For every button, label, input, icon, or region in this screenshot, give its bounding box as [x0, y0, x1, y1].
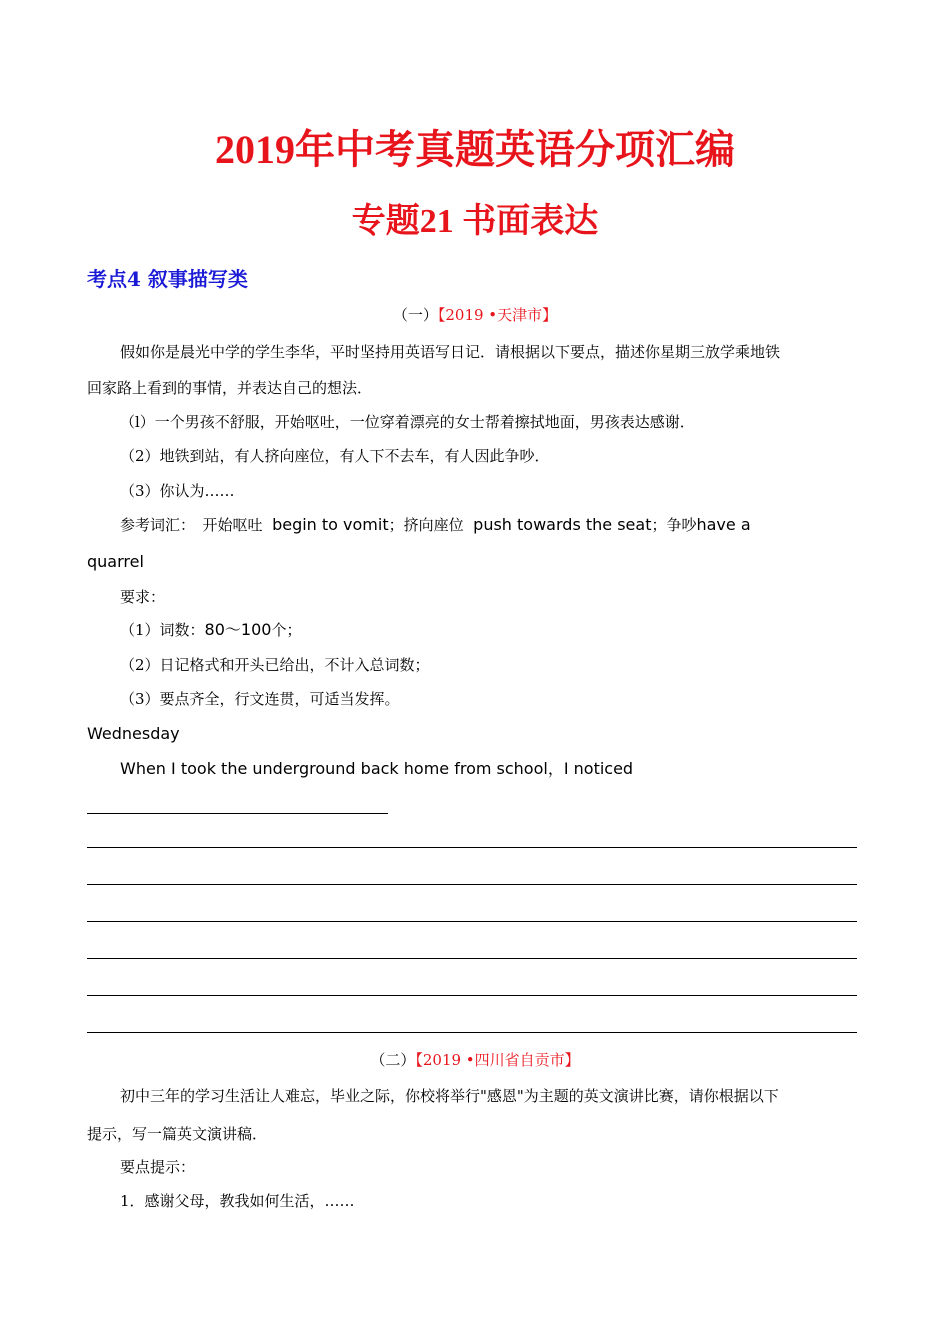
q1-point-1: （l）一个男孩不舒服，开始呕吐，一位穿着漂亮的女士帮着擦拭地面，男孩表达感谢．: [120, 413, 695, 431]
q1-requirement-3: （3）要点齐全，行文连贯，可适当发挥。: [120, 690, 400, 708]
question-2-heading: [0, 1049, 950, 1071]
q1-vocabulary: [120, 513, 751, 537]
section-heading: 考点4 叙事描写类: [87, 267, 248, 291]
answer-line-1[interactable]: [87, 847, 857, 848]
vocab-en-2: push towards the seat: [473, 515, 652, 534]
question-2-source: 【2019 •四川省自贡市】: [415, 1051, 580, 1069]
q2-hint-label: 要点提示：: [120, 1158, 196, 1176]
question-1-source: 【2019 •天津市】: [437, 306, 558, 324]
question-1-number: （一）: [392, 306, 438, 324]
vocab-en-3-continued: quarrel: [87, 552, 144, 571]
answer-line-6[interactable]: [87, 1032, 857, 1033]
q1-intro-line-1: 假如你是晨光中学的学生李华，平时坚持用英语写日记．请根据以下要点，描述你星期三放学乘地铁: [120, 343, 781, 361]
answer-line-2[interactable]: [87, 884, 857, 885]
diary-opening: When I took the underground back home from school，I noticed: [120, 759, 634, 778]
answer-line-3[interactable]: [87, 921, 857, 922]
q1-requirements-label: 要求：: [120, 588, 166, 606]
vocab-label: 参考词汇： 开始呕吐: [120, 516, 263, 534]
vocab-en-3: have a: [696, 515, 751, 534]
req-1-suffix: 个；: [271, 621, 302, 639]
q1-point-3: （3）你认为……: [120, 482, 235, 500]
q2-intro-line-1: 初中三年的学习生活让人难忘，毕业之际，你校将举行"感恩"为主题的英文演讲比赛，请你根据以下: [120, 1087, 779, 1105]
q1-point-2: （2）地铁到站，有人挤向座位，有人下不去车，有人因此争吵．: [120, 447, 550, 465]
q1-requirement-1: [120, 618, 301, 642]
question-2-number: （二）: [370, 1051, 416, 1069]
vocab-cn-3: ；争吵: [651, 516, 697, 534]
q1-intro-line-2: 回家路上看到的事情，并表达自己的想法．: [87, 379, 373, 397]
q2-hint-1: 1．感谢父母，教我如何生活，……: [120, 1192, 355, 1210]
req-1-prefix: （1）词数：: [120, 621, 205, 639]
answer-line-4[interactable]: [87, 958, 857, 959]
document-subtitle: 专题21 书面表达: [351, 203, 599, 240]
question-1-heading: [0, 304, 950, 326]
answer-line-short[interactable]: [87, 813, 388, 814]
answer-line-5[interactable]: [87, 995, 857, 996]
req-1-range: 80～100: [204, 620, 272, 639]
q1-requirement-2: （2）日记格式和开头已给出，不计入总词数；: [120, 656, 430, 674]
vocab-en-1: begin to vomit: [272, 515, 389, 534]
vocab-cn-2: ；挤向座位: [388, 516, 464, 534]
q2-intro-line-2: 提示，写一篇英文演讲稿．: [87, 1125, 268, 1143]
diary-day: Wednesday: [87, 724, 180, 743]
document-title: 2019年中考真题英语分项汇编: [215, 127, 735, 172]
